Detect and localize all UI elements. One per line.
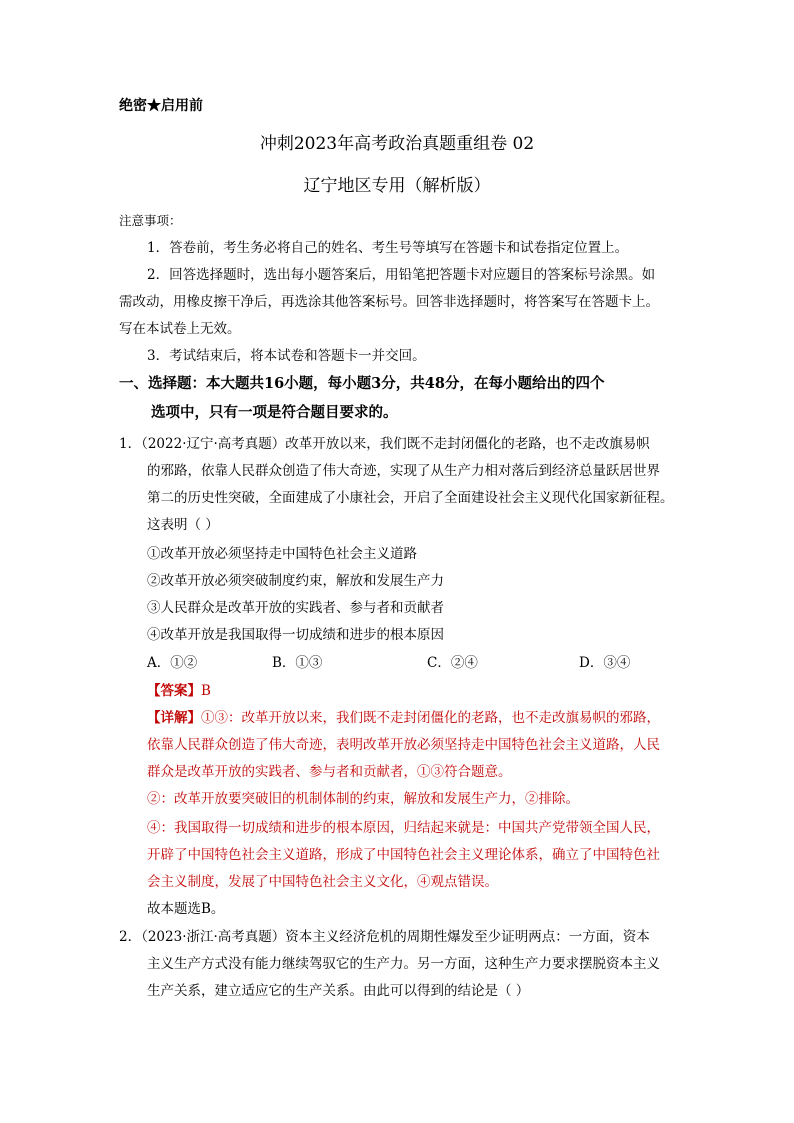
q1-stem-line-3: 第二的历史性突破，全面建成了小康社会，开启了全面建设社会主义现代化国家新征程。 <box>147 490 674 506</box>
q1-option-b: B．①③ <box>272 655 323 671</box>
q1-detail-line-5: ④：我国取得一切成绩和进步的根本原因，归结起来就是：中国共产党带领全国人民， <box>147 820 660 836</box>
notice-item-2-line-2: 需改动，用橡皮擦干净后，再选涂其他答案标号。回答非选择题时，将答案写在答题卡上。 <box>119 294 659 310</box>
detail-text: ①③：改革开放以来，我们既不走封闭僵化的老路，也不走改旗易帜的邪路， <box>201 710 660 726</box>
notice-item-1: 1．答卷前，考生务必将自己的姓名、考生号等填写在答题卡和试卷指定位置上。 <box>147 240 629 256</box>
detail-label: 【详解】 <box>147 710 201 726</box>
notice-heading: 注意事项： <box>119 213 182 228</box>
q1-conclusion: 故本题选B。 <box>147 901 225 917</box>
q1-answer <box>147 682 211 700</box>
exam-title: 冲刺2023年高考政治真题重组卷 02 <box>259 134 535 154</box>
q1-statement-3: ③人民群众是改革开放的实践者、参与者和贡献者 <box>147 600 444 616</box>
q1-stem-line-2: 的邪路，依靠人民群众创造了伟大奇迹，实现了从生产力相对落后到经济总量跃居世界 <box>147 463 660 479</box>
answer-value: B <box>201 683 211 699</box>
confidential-label: 绝密★启用前 <box>119 98 203 114</box>
q1-option-c: C．②④ <box>427 655 478 671</box>
q2-stem-line-3: 生产关系，建立适应它的生产关系。由此可以得到的结论是（ ） <box>147 983 530 999</box>
notice-item-3: 3．考试结束后，将本试卷和答题卡一并交回。 <box>147 348 426 364</box>
q1-detail-line-6: 开辟了中国特色社会主义道路，形成了中国特色社会主义理论体系，确立了中国特色社 <box>147 847 660 863</box>
exam-subtitle: 辽宁地区专用（解析版） <box>303 176 491 196</box>
q1-detail-line-4: ②：改革开放要突破旧的机制体制的约束，解放和发展生产力，②排除。 <box>147 791 579 807</box>
q1-statement-2: ②改革开放必须突破制度约束，解放和发展生产力 <box>147 573 444 589</box>
q1-statement-4: ④改革开放是我国取得一切成绩和进步的根本原因 <box>147 627 444 643</box>
q1-option-d: D．③④ <box>579 655 631 671</box>
q2-stem-line-2: 主义生产方式没有能力继续驾驭它的生产力。另一方面，这种生产力要求摆脱资本主义 <box>147 956 660 972</box>
notice-item-2-line-3: 写在本试卷上无效。 <box>119 321 241 337</box>
section-title-line-2: 选项中，只有一项是符合题目要求的。 <box>151 404 398 421</box>
answer-label: 【答案】 <box>147 683 201 699</box>
notice-item-2-line-1: 2．回答选择题时，选出每小题答案后，用铅笔把答题卡对应题目的答案标号涂黑。如 <box>147 267 656 283</box>
section-title-line-1: 一、选择题：本大题共16小题，每小题3分，共48分，在每小题给出的四个 <box>119 375 605 392</box>
q1-detail-line-7: 会主义制度，发展了中国特色社会主义文化，④观点错误。 <box>147 874 498 890</box>
q1-statement-1: ①改革开放必须坚持走中国特色社会主义道路 <box>147 546 417 562</box>
q1-detail-line-1 <box>147 709 660 727</box>
q1-detail-line-2: 依靠人民群众创造了伟大奇迹，表明改革开放必须坚持走中国特色社会主义道路，人民 <box>147 737 660 753</box>
q1-stem-line-4: 这表明（ ） <box>147 517 219 533</box>
q1-option-a: A．①② <box>147 655 198 671</box>
q1-stem-line-1: 1．（2022·辽宁·高考真题）改革开放以来，我们既不走封闭僵化的老路，也不走改旗易帜 <box>119 436 650 452</box>
q1-detail-line-3: 群众是改革开放的实践者、参与者和贡献者，①③符合题意。 <box>147 764 512 780</box>
q2-stem-line-1: 2．（2023·浙江·高考真题）资本主义经济危机的周期性爆发至少证明两点：一方面，资本 <box>119 929 650 945</box>
